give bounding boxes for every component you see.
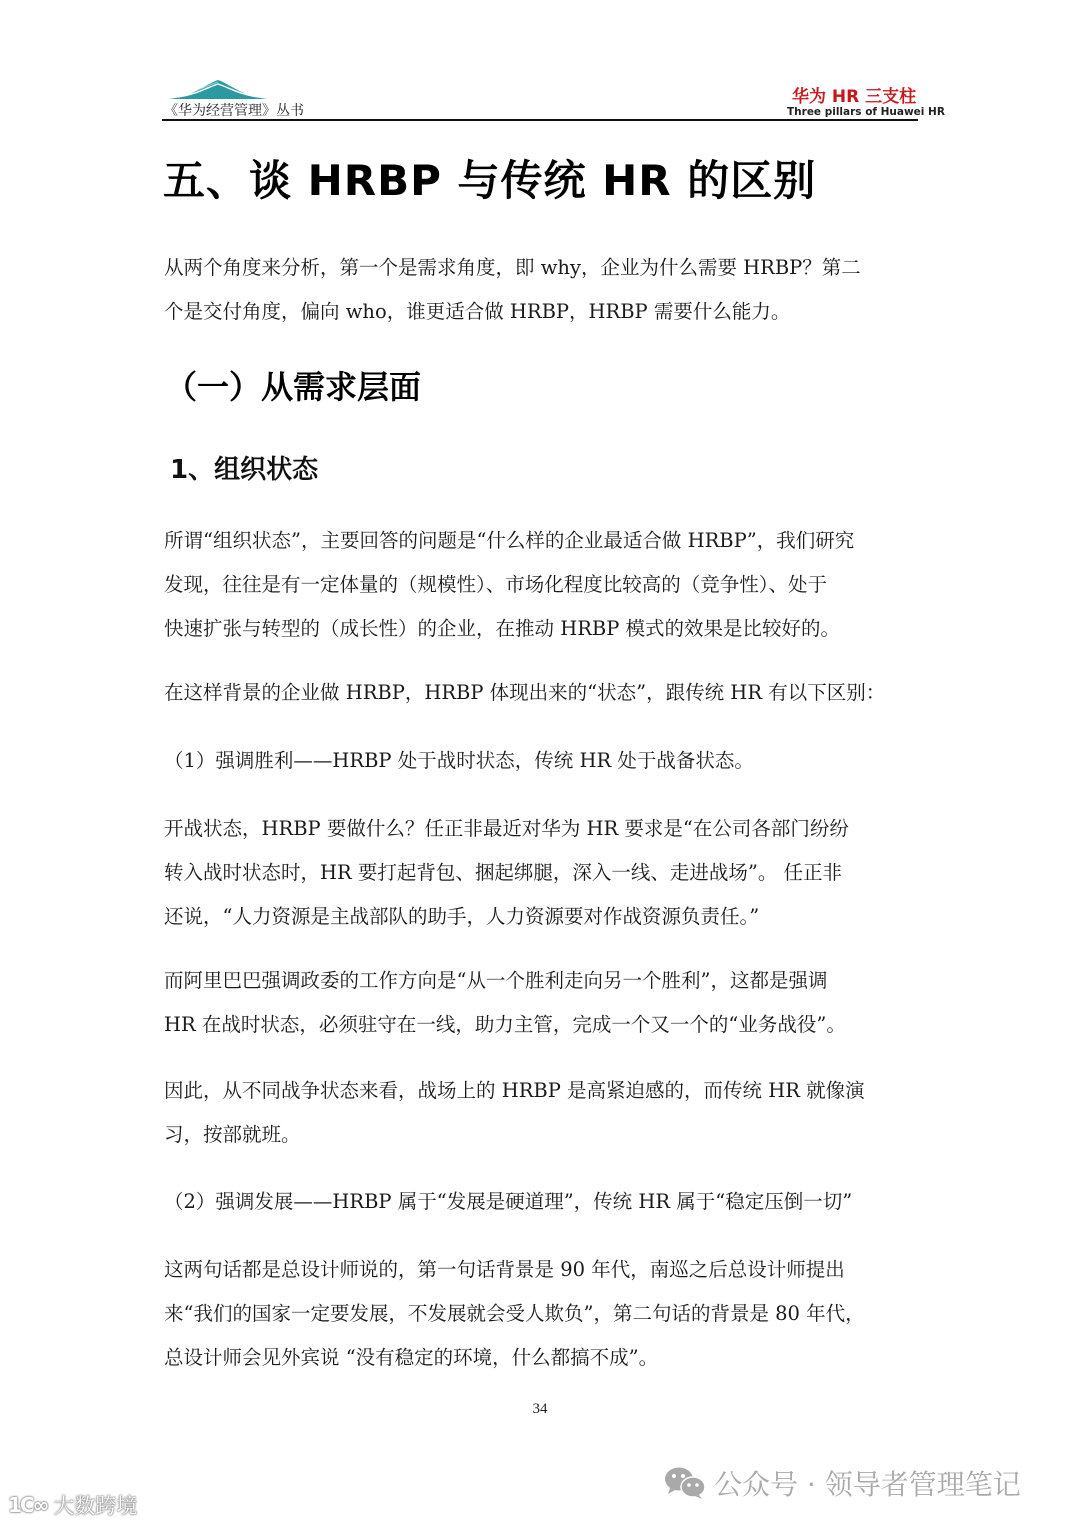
- paragraph: [164, 671, 920, 715]
- text-line: 个是交付角度，偏向 who，谁更适合做 HRBP，HRBP 需要什么能力。: [164, 300, 791, 323]
- text-line: 来“我们的国家一定要发展，不发展就会受人欺负”，第二句话的背景是 80 年代，: [164, 1302, 865, 1325]
- text-line: 开战状态，HRBP 要做什么？任正非最近对华为 HR 要求是“在公司各部门纷纷: [164, 817, 849, 840]
- watermark-right: [664, 1463, 1021, 1503]
- list-point-1: [164, 739, 920, 783]
- paragraph: [164, 1069, 920, 1157]
- watermark-right-text: 公众号 · 领导者管理笔记: [714, 1468, 1021, 1501]
- text-line: 转入战时状态时，HR 要打起背包、捆起绑腿，深入一线、走进战场”。 任正非: [164, 861, 843, 884]
- text-line: 发现，往往是有一定体量的（规模性）、市场化程度比较高的（竞争性）、处于: [164, 573, 828, 596]
- watermark-left: [8, 1490, 137, 1520]
- text-line: 所谓“组织状态”，主要回答的问题是“什么样的企业最适合做 HRBP”，我们研究: [164, 529, 855, 552]
- page-number: 34: [532, 1401, 548, 1417]
- text-line: 在这样背景的企业做 HRBP，HRBP 体现出来的“状态”，跟传统 HR 有以下区别：: [164, 681, 886, 704]
- text-line: 习，按部就班。: [164, 1123, 301, 1146]
- text-line: 快速扩张与转型的（成长性）的企业，在推动 HRBP 模式的效果是比较好的。: [164, 617, 841, 640]
- brand-title-cn: 华为 HR 三支柱: [792, 87, 917, 107]
- paragraph: [164, 959, 920, 1047]
- paragraph: [164, 807, 920, 939]
- text-line: HR 在战时状态，必须驻守在一线，助力主管，完成一个又一个的“业务战役”。: [164, 1013, 846, 1036]
- section-heading: （一）从需求层面: [165, 368, 422, 406]
- paragraph: [164, 519, 920, 651]
- brand-title-en: Three pillars of Huawei HR: [787, 106, 945, 118]
- text-line: 因此，从不同战争状态来看，战场上的 HRBP 是高紧迫感的，而传统 HR 就像演: [164, 1079, 865, 1102]
- text-line: 总设计师会见外宾说 “没有稳定的环境，什么都搞不成”。: [164, 1346, 659, 1369]
- text-line: （1）强调胜利——HRBP 处于战时状态，传统 HR 处于战备状态。: [164, 749, 754, 772]
- text-line: 这两句话都是总设计师说的，第一句话背景是 90 年代，南巡之后总设计师提出: [164, 1258, 845, 1281]
- list-point-2: [164, 1180, 920, 1224]
- mountain-logo-icon: [168, 78, 268, 100]
- text-line: （2）强调发展——HRBP 属于“发展是硬道理”，传统 HR 属于“稳定压倒一切”: [164, 1190, 853, 1213]
- text-line: 从两个角度来分析，第一个是需求角度，即 why，企业为什么需要 HRBP？第二: [164, 256, 861, 279]
- series-title: 《华为经营管理》丛书: [164, 103, 304, 119]
- subsection-heading: 1、组织状态: [170, 455, 319, 485]
- page-title: 五、谈 HRBP 与传统 HR 的区别: [163, 156, 817, 205]
- header-divider: [162, 119, 918, 121]
- intro-paragraph: [164, 246, 920, 334]
- watermark-logo-icon: 1C∞: [8, 1493, 48, 1517]
- text-line: 还说，“人力资源是主战部队的助手，人力资源要对作战资源负责任。”: [164, 905, 760, 928]
- watermark-left-text: 大数跨境: [53, 1494, 138, 1518]
- paragraph: [164, 1248, 920, 1380]
- wechat-icon: [664, 1466, 706, 1500]
- text-line: 而阿里巴巴强调政委的工作方向是“从一个胜利走向另一个胜利”，这都是强调: [164, 969, 828, 992]
